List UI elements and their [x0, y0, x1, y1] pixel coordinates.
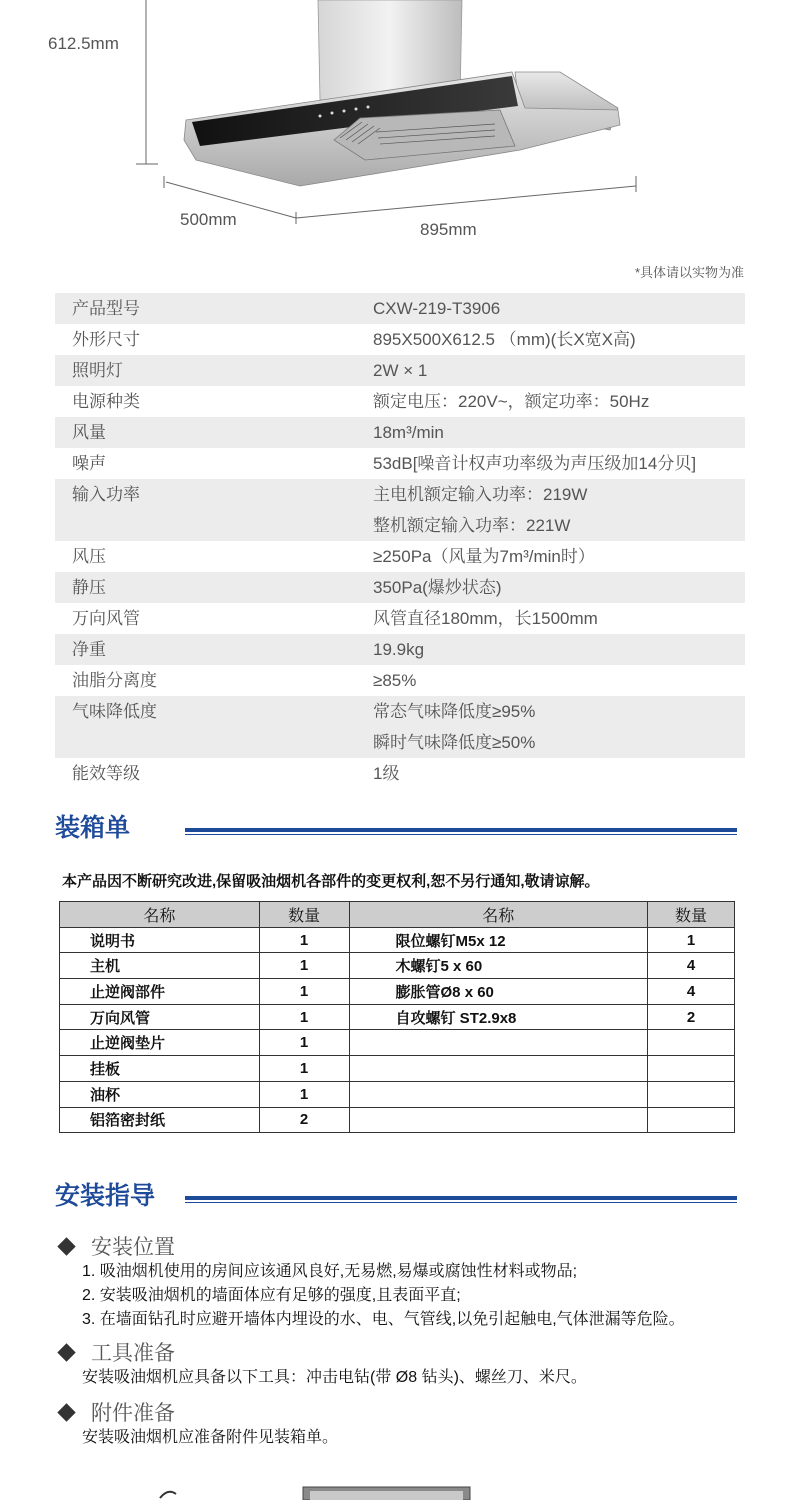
packing-row	[60, 927, 735, 953]
header-name-1: 名称	[60, 902, 260, 928]
guide-heading	[56, 1232, 685, 1260]
spec-value: 895X500X612.5 （mm)(长X宽X高)	[373, 330, 636, 349]
spec-key: 能效等级	[72, 764, 140, 783]
packing-title-rule	[185, 828, 737, 832]
packing-title: 装箱单	[55, 814, 131, 842]
depth-dimension-label: 500mm	[180, 210, 237, 229]
guide-heading-text: 附件准备	[91, 1402, 175, 1425]
header-name-2: 名称	[349, 902, 648, 928]
spec-key: 输入功率	[72, 485, 140, 504]
spec-key: 外形尺寸	[72, 330, 140, 349]
item-name: 油杯	[60, 1081, 260, 1107]
item-qty: 1	[648, 927, 735, 953]
item-qty: 1	[259, 1056, 349, 1082]
guide-section	[56, 1232, 685, 1332]
guide-heading-text: 工具准备	[91, 1342, 175, 1365]
spec-row	[55, 417, 745, 448]
header-qty-1: 数量	[259, 902, 349, 928]
spec-value: 额定电压：220V~，额定功率：50Hz	[373, 392, 650, 411]
spec-row	[55, 696, 745, 727]
item-qty: 1	[259, 1081, 349, 1107]
item-name	[349, 1081, 648, 1107]
item-name: 限位螺钉M5x 12	[349, 927, 648, 953]
packing-row	[60, 1030, 735, 1056]
item-qty: 2	[648, 1004, 735, 1030]
spec-value: 2W × 1	[373, 361, 428, 380]
spec-row	[55, 293, 745, 324]
spec-key	[55, 510, 373, 541]
product-illustration	[0, 0, 790, 250]
spec-row	[55, 324, 745, 355]
spec-table	[55, 293, 745, 789]
spec-row	[55, 665, 745, 696]
width-dimension-label: 895mm	[420, 220, 477, 239]
guide-line: 2. 安装吸油烟机的墙面体应有足够的强度,且表面平直;	[82, 1287, 461, 1304]
item-name: 万向风管	[60, 1004, 260, 1030]
spec-key	[55, 727, 373, 758]
item-name	[349, 1056, 648, 1082]
guide-line: 安装吸油烟机应准备附件见装箱单。	[82, 1429, 339, 1446]
spec-key: 净重	[72, 640, 106, 659]
packing-table-body	[60, 927, 735, 1133]
spec-key: 万向风管	[72, 609, 140, 628]
item-name: 膨胀管Ø8 x 60	[349, 979, 648, 1005]
spec-key: 产品型号	[72, 299, 140, 318]
spec-row	[55, 355, 745, 386]
spec-value: 风管直径180mm，长1500mm	[373, 609, 598, 628]
diamond-bullet-icon	[57, 1403, 75, 1421]
item-qty: 1	[259, 953, 349, 979]
packing-row	[60, 1056, 735, 1082]
spec-row	[55, 541, 745, 572]
packing-section-header	[55, 810, 737, 846]
height-dimension-label: 612.5mm	[48, 34, 119, 53]
install-title-rule	[185, 1196, 737, 1200]
spec-row	[55, 634, 745, 665]
spec-row	[55, 510, 745, 541]
header-qty-2: 数量	[648, 902, 735, 928]
guide-heading	[56, 1398, 338, 1426]
item-name	[349, 1030, 648, 1056]
spec-row	[55, 386, 745, 417]
item-qty	[648, 1081, 735, 1107]
spec-value: 19.9kg	[373, 640, 425, 659]
guide-line: 1. 吸油烟机使用的房间应该通风良好,无易燃,易爆或腐蚀性材料或物品;	[82, 1263, 578, 1280]
spec-row	[55, 448, 745, 479]
packing-table	[59, 901, 735, 1133]
spec-value: ≥250Pa（风量为7m³/min时）	[373, 547, 595, 566]
item-name: 止逆阀垫片	[60, 1030, 260, 1056]
item-name: 木螺钉5 x 60	[349, 953, 648, 979]
guide-heading	[56, 1338, 587, 1366]
packing-note: 本产品因不断研究改进,保留吸油烟机各部件的变更权利,恕不另行通知,敬请谅解。	[62, 873, 600, 890]
item-qty: 2	[259, 1107, 349, 1133]
spec-value: 53dB[噪音计权声功率级为声压级加14分贝]	[373, 454, 697, 473]
guide-line: 安装吸油烟机应具备以下工具：冲击电钻(带 Ø8 钻头)、螺丝刀、米尺。	[82, 1369, 587, 1386]
spec-row	[55, 758, 745, 789]
item-qty: 4	[648, 979, 735, 1005]
spec-value: 18m³/min	[373, 423, 444, 442]
spec-value: 瞬时气味降低度≥50%	[373, 733, 536, 752]
spec-key: 噪声	[72, 454, 106, 473]
packing-row	[60, 1107, 735, 1133]
spec-value: 350Pa(爆炒状态)	[373, 578, 502, 597]
spec-value: 1级	[373, 764, 400, 783]
guide-section	[56, 1398, 338, 1450]
item-name: 铝箔密封纸	[60, 1107, 260, 1133]
item-qty	[648, 1107, 735, 1133]
item-name: 主机	[60, 953, 260, 979]
spec-value: 整机额定输入功率：221W	[373, 516, 571, 535]
item-name: 说明书	[60, 927, 260, 953]
install-section-header	[55, 1178, 737, 1214]
install-title: 安装指导	[55, 1182, 156, 1210]
spec-key: 气味降低度	[72, 702, 157, 721]
spec-value: ≥85%	[373, 671, 417, 690]
item-name: 自攻螺钉 ST2.9x8	[349, 1004, 648, 1030]
packing-row	[60, 979, 735, 1005]
item-qty: 1	[259, 1004, 349, 1030]
next-section-peek	[0, 1484, 790, 1500]
packing-row	[60, 1004, 735, 1030]
item-qty: 4	[648, 953, 735, 979]
diamond-bullet-icon	[57, 1237, 75, 1255]
spec-value: 主电机额定输入功率：219W	[373, 485, 588, 504]
item-name: 挂板	[60, 1056, 260, 1082]
item-qty: 1	[259, 979, 349, 1005]
spec-key: 静压	[72, 578, 106, 597]
spec-row	[55, 603, 745, 634]
spec-row	[55, 572, 745, 603]
item-qty: 1	[259, 1030, 349, 1056]
item-name: 止逆阀部件	[60, 979, 260, 1005]
spec-value: 常态气味降低度≥95%	[373, 702, 536, 721]
spec-value: CXW-219-T3906	[373, 299, 501, 318]
guide-line: 3. 在墙面钻孔时应避开墙体内埋设的水、电、气管线,以免引起触电,气体泄漏等危险。	[82, 1311, 685, 1328]
guide-section	[56, 1338, 587, 1390]
spec-key: 油脂分离度	[72, 671, 157, 690]
item-name	[349, 1107, 648, 1133]
item-qty	[648, 1056, 735, 1082]
guide-heading-text: 安装位置	[91, 1236, 175, 1259]
packing-row	[60, 1081, 735, 1107]
spec-row	[55, 727, 745, 758]
item-qty	[648, 1030, 735, 1056]
diamond-bullet-icon	[57, 1343, 75, 1361]
packing-table-header	[60, 902, 735, 928]
spec-key: 风量	[72, 423, 106, 442]
item-qty: 1	[259, 927, 349, 953]
packing-row	[60, 953, 735, 979]
spec-key: 风压	[72, 547, 106, 566]
spec-key: 照明灯	[72, 361, 123, 380]
spec-key: 电源种类	[72, 392, 140, 411]
spec-row	[55, 479, 745, 510]
spec-disclaimer: *具体请以实物为准	[634, 265, 744, 280]
